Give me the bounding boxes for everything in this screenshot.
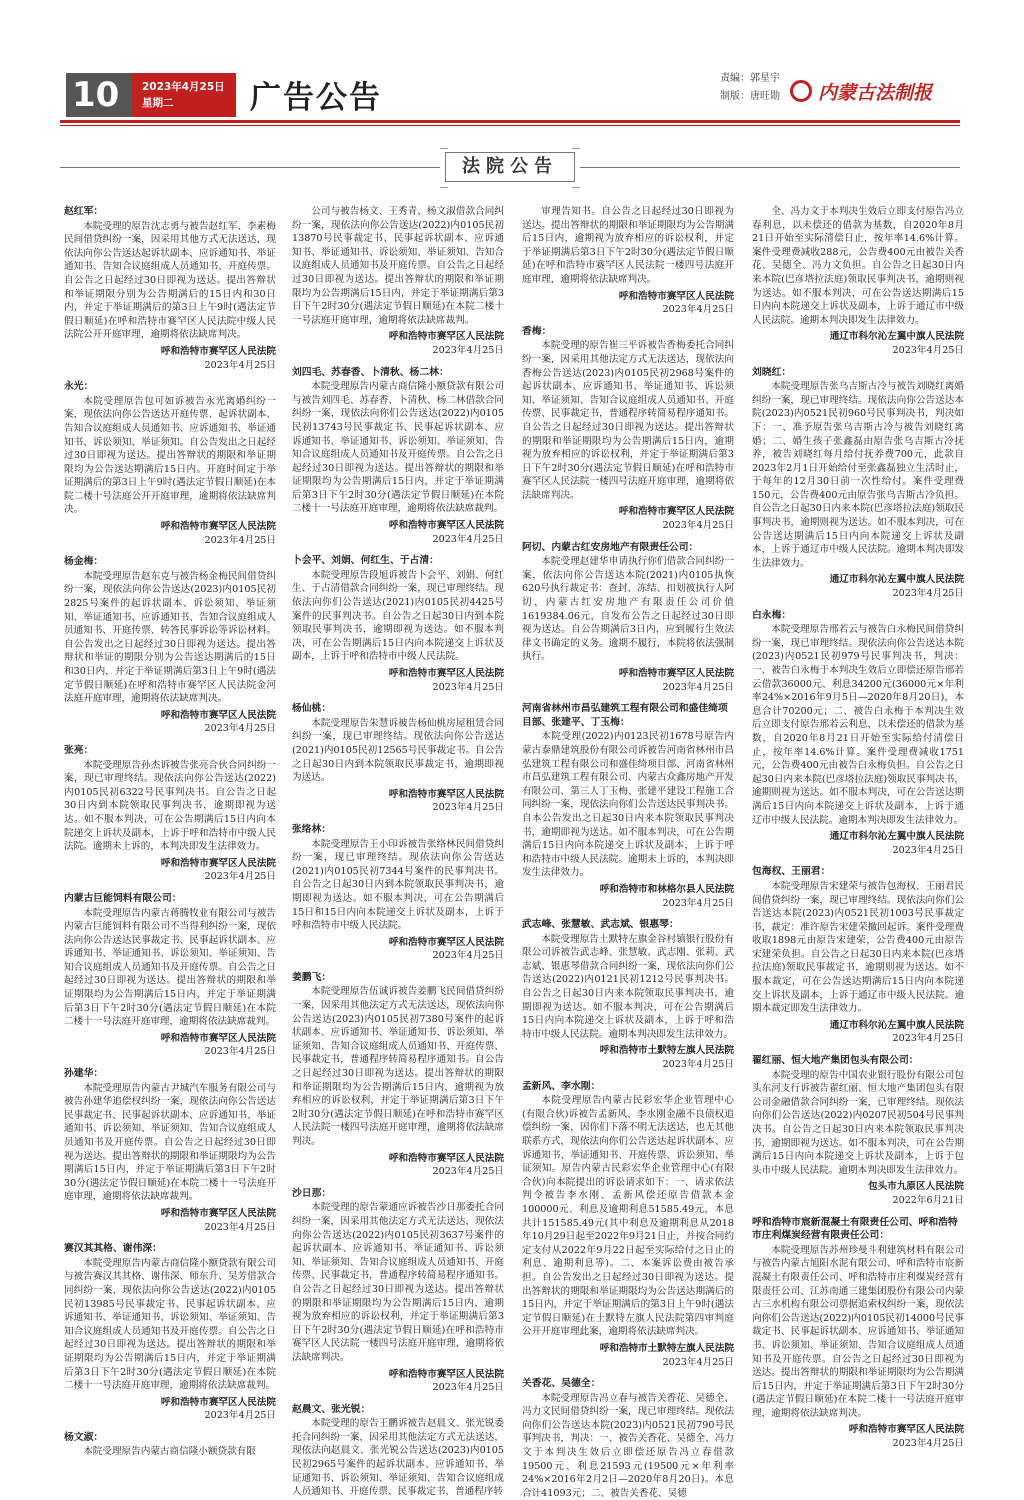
notice-court: 呼和浩特市土默特左旗人民法院 xyxy=(599,1342,734,1354)
notice-date: 2023年4月25日 xyxy=(662,1356,734,1368)
notice-body: 本院受理原告内蒙古民彩宏华企业管理中心(有限合伙)诉被告孟新风、李水刚金融不良债权追偿纠纷一案，因你们下落不明无法送达，也无其他联系方式，现依法向你们公告送达起诉状副本、应诉通知书、举证通知书、开庭传票、诉讼须知、举证须知。原告内蒙古民彩宏华企业管理中心(有限合伙)向本院提出的诉讼请求如下：一、请求依法判令被告李水刚、孟新风偿还原告借款本金100000元、利息及逾期利息51585.49元，本息共计151585.49元(其中利息及逾期利息从2018年10月29日起至2022年9月21日止，并按合同约定支付从2022年9月22日起至实际给付之日止的利息、逾期利息等)。二、本案诉讼费由被告承担。自公告发出之日起经过30日即视为送达。提出答辩状的期限和举证期限均为公告送达期满后的15日内，并定于举证期满后的第3日上午9时(遇法定节假日顺延)在土默特左旗人民法院第四审判庭公开开庭审理此案，逾期将依法缺席判决。 xyxy=(522,1095,734,1338)
notice-addressee: 赵红军： xyxy=(64,206,104,217)
court-notice xyxy=(64,1067,276,1234)
notice-court: 呼和浩特市赛罕区人民法院 xyxy=(388,788,504,800)
notice-body: 本院受理原告土默特左旗金谷村镇银行股份有限公司诉被告武志峰、张慧敏、武志刚、张莉、武志斌、银惠琴借款合同纠纷一案，现依法向你们公告送达(2022)内0121民初1212号民事判决书。自公告之日起30日内来本院领取民事判决书，逾期即视为送达。如不服本判决，可在公告期满后15日内向本院递交上诉状及副本，上诉于呼和浩特市中级人民法院。逾期本判决即发生法律效力。 xyxy=(522,933,734,1040)
court-notice xyxy=(292,971,504,1179)
section-banner xyxy=(60,150,960,186)
notice-date: 2023年4月25日 xyxy=(892,844,964,856)
column-4 xyxy=(752,205,964,1475)
header-rule xyxy=(60,120,960,123)
notice-court: 呼和浩特市土默特左旗人民法院 xyxy=(599,1045,734,1057)
notice-addressee: 孙建华： xyxy=(64,1068,104,1080)
notice-date: 2023年4月25日 xyxy=(432,681,504,693)
notice-body: 本院受理原告苏州珍曼斗利建筑材料有限公司与被告内蒙古旭阳水泥有限公司、呼和浩特市宸新混凝土有限责任公司、呼和浩特市庄利煤炭经营有限责任公司、江苏南通三建集团股份有限公司内蒙古三水机构有限公司票据追索权纠纷一案，现依法向你们公告送达(2022)内0105民初14000号民事裁定书、民事起诉状副本、应诉通知书、举证通知书、诉讼须知、举证须知、告知合议庭组成人员通知书及开庭传票。自公告之日起经过30日即视为送达。提出答辩状的期限和举证期限均为公告期满后15日内，并定于举证期满后第3日下午2时30分(遇法定节假日顺延)在本院二楼十一号法庭开庭审理，逾期将依法缺席判决。 xyxy=(752,1244,964,1419)
court-notice xyxy=(64,1431,276,1459)
issue-date-box xyxy=(132,73,236,117)
editor-credits xyxy=(720,70,780,106)
court-notice xyxy=(752,205,964,358)
notice-body: 本院受理的原告崔三平诉被告香梅委托合同纠纷一案，因采用其他法定方式无法送达，现依法向香梅公告送达(2023)内0105民初2968号案件的起诉状副本、应诉通知书、举证通知书、诉讼须知、举证须知、告知合议庭组成人员通知书、开庭传票、民事裁定书，普通程序转简易程序通知书。自公告之日起经过30日即视为送达。提出答辩状的期限和举证期限均为公告期满后15日内，逾期视为放弃相应的诉讼权利，并定于举证期满后第3日下午2时30分(遇法定节假日顺延)在呼和浩特市赛罕区人民法院一楼四号法庭开庭审理，逾期将依法缺席判决。 xyxy=(522,340,734,501)
notice-addressee: 杨仙桃： xyxy=(292,703,332,715)
notice-addressee: 白永梅： xyxy=(752,609,792,621)
header-rule-thin xyxy=(60,125,960,126)
notice-date: 2023年4月25日 xyxy=(662,520,734,532)
notice-date: 2023年4月25日 xyxy=(204,534,276,546)
notice-date: 2023年4月25日 xyxy=(662,304,734,316)
notice-court: 呼和浩特市赛罕区人民法院 xyxy=(618,506,734,518)
notice-body: 本院受理原告内蒙古蒋腾牧业有限公司与被告内蒙古巨能饲料有限公司不当得利纠纷一案，现依法向你公告送达民事裁定书、民事起诉状副本、应诉通知书、举证通知书、诉讼须知、举证须知、告知合议庭组成人员通知书及开庭传票。自公告之日起经过30日即视为送达。提出答辩状的期限和举证期限均为公告期满后15日内，并定于举证期满后第3日下午2时30分(遇法定节假日顺延)在本院二楼十一号法庭开庭审理，逾期将依法缺席裁判。 xyxy=(64,907,276,1028)
producer: 制版：唐旺勋 xyxy=(720,91,780,102)
notice-columns xyxy=(64,205,964,1499)
notice-addressee: 杨金梅： xyxy=(64,556,104,568)
court-notice xyxy=(522,1377,734,1500)
notice-body: 本院受理原告伍诚诉被告姜鹏飞民间借贷纠纷一案，因采用其他法定方式无法送达，现依法向你公告送达(2023)内0105民初7380号案件的起诉状副本、应诉通知书、举证通知书、诉讼须知、举证须知、告知合议庭组成人员通知书、开庭传票、民事裁定书，普通程序转简易程序通知书。自公告之日起经过30日即视为送达。提出答辩状的期限和举证期限均为公告期满后15日内，逾期视为放弃相应的诉讼权利，并定于举证期满后第3日下午2时30分(遇法定节假日顺延)在呼和浩特市赛罕区人民法院一楼四号法庭开庭审理，逾期将依法缺席判决。 xyxy=(292,986,504,1147)
notice-body: 审理告知书。自公告之日起经过30日即视为送达。提出答辩状的期限和举证期限均为公告期满后15日内，逾期视为放弃相应的诉讼权利，并定于举证期满后第3日下午2时30分(遇法定节假日顺延)在呼和浩特市赛罕区人民法院一楼四号法庭开庭审理，逾期将依法缺席判决。 xyxy=(522,206,734,285)
notice-body: 本院受理原告张乌吉斯古冷与被告刘晓红离婚纠纷一案，现已审理终结。现依法向你公告送达本院(2023)内0521民初960号民事判决书，判决如下：一、准予原告张乌吉斯古冷与被告刘晓红离婚；二、婚生孩子张鑫磊由原告张乌吉斯古冷抚养，被告刘晓红每月给付抚养费700元，此款自2023年2月1日开始给付至张鑫磊独立生活时止，于每年的12月30日前一次性给付。案件受理费150元，公告费400元由原告张乌吉斯古冷负担。自公告之日起30日内来本院(巴彦塔拉法庭)领取民事判决书，逾期则视为送达。如不服本判决，可在公告送达期满后15日内向本院递交上诉状及副本，上诉于通辽市中级人民法院。逾期本判决即发生法律效力。 xyxy=(752,381,964,569)
court-notice xyxy=(64,892,276,1059)
notice-date: 2023年4月25日 xyxy=(892,588,964,600)
court-notice xyxy=(64,205,276,372)
paper-name: 内蒙古法制报 xyxy=(818,81,933,104)
court-notice xyxy=(64,380,276,547)
logo-emblem-icon xyxy=(790,80,812,102)
notice-body: 本院受理的原告中国农业银行股份有限公司包头东河支行诉被告翟红丽、恒大地产集团包头有限公司金融借款合同纠纷一案，已审理终结。现依法向你们公告送达(2022)内0207民初504号民事判决书。自公告之日起30日内来本院领取民事判决书，逾期即视为送达。如不服本判决，可在公告期满后15日内向本院递交上诉状及副本，上诉于包头市中级人民法院。逾期本判决即发生法律效力。 xyxy=(752,1069,964,1176)
notice-court: 呼和浩特市赛罕区人民法院 xyxy=(388,1368,504,1380)
notice-body: 本院受理原告包可如诉被告永光离婚纠纷一案，现依法向你公告送达开庭传票、起诉状副本、告知合议庭组成人员通知书、应诉通知书、举证通知书、诉讼须知、举证须知。自公告发出之日起经过30日即视为送达。提出答辩状的期限和举证期限均为公告送达期满后15日内。开庭时间定于举证期满后的第3日上午9时(遇法定节假日顺延)在本院二楼十号法庭公开开庭审理，逾期将依法缺席判决。 xyxy=(64,395,276,516)
notice-body: 本院受理的原告沈志勇与被告赵红军、李素梅民间借贷纠纷一案，因采用其他方式无法送达，现依法向你公告送达起诉状副本、应诉通知书、举证通知书、告知合议庭组成人员通知书、开庭传票。自公告之日起经过30日即视为送达。提出答辩状和举证期限分别为公告期满后的15日内和30日内，并定于举证期满后的第3日上午9时(遇法定节假日顺延)在呼和浩特市赛罕区人民法院中级人民法院公开开庭审理，逾期将依法缺席判决。 xyxy=(64,220,276,341)
notice-body: 本院受理原告段旭诉被告卜会平、刘娟、何红生、于占清借款合同纠纷一案，现已审理终结。现依法向你们公告送达(2021)内0105民初4425号案件的民事判决书。自公告之日起30日内到本院领取民事判决书，逾期即视为送达。如不服本判决，可在公告期满后15日内向本院递交上诉状及副本，上诉于呼和浩特市中级人民法院。 xyxy=(292,569,504,663)
court-notice xyxy=(522,325,734,533)
notice-court: 通辽市科尔沁左翼中旗人民法院 xyxy=(829,331,964,343)
notice-addressee: 武志峰、张慧敏、武志斌、银惠琴： xyxy=(522,919,679,931)
notice-body: 本院受理原告赵东克与被告杨金梅民间借贷纠纷一案，现依法向你公告送达(2023)内0105民初2825号案件的起诉状副本、诉讼须知、举证须知、举证通知书、应诉通知书、告知合议庭组成人员通知书、开庭传票、转答民事诉讼等诉讼材料。自公告发出之日起经过30日即视为送达。提出答辩状和举证的期限分别为公告送达期满后的15日和30日内，并定于举证期满后第3日上午9时(遇法定节假日顺延)在呼和浩特市赛罕区人民法院金河法庭开庭审理，逾期将依法缺席判决。 xyxy=(64,570,276,705)
court-notice xyxy=(292,205,504,358)
notice-court: 通辽市科尔沁左翼中旗人民法院 xyxy=(829,574,964,586)
court-notice xyxy=(752,1216,964,1451)
court-notice xyxy=(752,366,964,601)
notice-court: 呼和浩特市赛罕区人民法院 xyxy=(618,290,734,302)
notice-addressee: 关香花、吴德全： xyxy=(522,1378,601,1390)
notice-date: 2023年4月25日 xyxy=(432,1382,504,1394)
notice-date: 2023年4月25日 xyxy=(204,723,276,735)
notice-date: 2023年4月25日 xyxy=(892,1438,964,1450)
notice-addressee: 赵晨文、张光锐： xyxy=(292,1403,371,1415)
notice-court: 呼和浩特市赛罕区人民法院 xyxy=(848,1424,964,1436)
notice-court: 呼和浩特市赛罕区人民法院 xyxy=(160,521,276,533)
court-notice xyxy=(522,918,734,1072)
notice-date: 2023年4月25日 xyxy=(432,533,504,545)
notice-body: 本院受理原告孙杰诉被告张亮合伙合同纠纷一案，现已审理终结。现依法向你公告送达(2022)内0105民初6322号民事判决书。自公告之日起30日内到本院领取民事判决书，逾期即视为送达。如不服本判决，可在公告期满后15日内向本院递交上诉状及副本，上诉于呼和浩特市中级人民法院。逾期未上诉的，本判决即发生法律效力。 xyxy=(64,759,276,853)
court-notice xyxy=(292,823,504,963)
notice-addressee: 香梅： xyxy=(522,325,552,337)
notice-date: 2023年4月25日 xyxy=(662,681,734,693)
notice-addressee: 内蒙古巨能饲料有限公司： xyxy=(64,892,182,904)
notice-date: 2023年4月25日 xyxy=(662,897,734,909)
notice-body: 本院受理原告内蒙古商信隆小额贷款有限公司与被告刘四毛、苏春香、卜清秋、杨二林借款合同纠纷一案，现依法向你们公告送达(2022)内0105民初13743号民事裁定书、民事起诉状副本、应诉通知书、举证通知书、诉讼须知、举证须知、告知合议庭组成人员通知书及开庭传票。自公告之日起经过30日即视为送达。提出答辩状的期限和举证期限均为公告期满后15日内，并定于举证期满后第3日下午2时30分(遇法定节假日顺延)在本院二楼十一号法庭开庭审理，逾期将依法缺席裁判。 xyxy=(292,381,504,515)
notice-addressee: 呼和浩特市宸新混凝土有限责任公司、呼和浩特市庄利煤炭经营有限责任公司： xyxy=(752,1216,958,1242)
notice-body: 本院受理原告内蒙古商信隆小额贷款有限公司与被告赛汉其其格、谢伟深、师东升、吴芳借款合同纠纷一案，现依法向你公告送达(2022)内0105民初13985号民事裁定书、民事起诉状副本、应诉通知书、举证通知书、诉讼须知、举证须知、告知合议庭组成人员通知书及开庭传票。自公告之日起经过30日即视为送达。提出答辩状的期限和举证期限均为公告期满后15日内，并定于举证期满后第3日下午2时30分(遇法定节假日顺延)在本院二楼十一号法庭开庭审理，逾期将依法缺席裁判。 xyxy=(64,1257,276,1392)
notice-court: 呼和浩特市赛罕区人民法院 xyxy=(160,1032,276,1044)
notice-addressee: 孟新风、李水刚： xyxy=(522,1080,601,1092)
court-notice xyxy=(64,744,276,884)
issue-date: 2023年4月25日 xyxy=(142,81,225,93)
notice-addressee: 阿切、内蒙古红安房地产有限责任公司： xyxy=(522,541,699,553)
notice-addressee: 翟红丽、恒大地产集团包头有限公司： xyxy=(752,1055,919,1067)
notice-body: 本院受理原告邢若云与被告白永梅民间借贷纠纷一案，现已审理终结。现依法向你公告送达本院(2023)内0521民初979号民事判决书，判决：一、被告白永梅于本判决生效后立即偿还原告邢若云借款36000元、利息34200元(36000元×年利率24%×2016年9月5日—2020年8月20日)，本息合计70200元；二、被告白永梅于本判决生效后立即支付原告邢若云利息，以未偿还的借款为基数，自2020年8月21日开始至实际给付清偿日止，按年率14.6%计算。案件受理费减收1751元，公告费400元由被告白永梅负担。自公告之日起30日内来本院(巴彦塔拉法庭)领取民事判决书，逾期则视为送达。如不服本判决，可在公告送达期满后15日内向本院递交上诉状及副本，上诉于通辽市中级人民法院。逾期本判决即发生法律效力。 xyxy=(752,624,964,826)
court-notice xyxy=(522,1080,734,1369)
notice-court: 呼和浩特市赛罕区人民法院 xyxy=(160,857,276,869)
notice-body: 本院受理原告宋建荣与被告包海权、王丽君民间借贷纠纷一案，现已审理终结。现依法向你们公告送达本院(2023)内0521民初1003号民事裁定书，裁定：准许原告宋建荣撤回起诉。案件受理费收取1898元由原告宋建荣，公告费400元由原告宋建荣负担。自公告之日起30日内来本院(巴彦塔拉法庭)领取民事裁定书，逾期则视为送达。如不服本裁定，可在公告送达期满后15日内向本院递交上诉状及副本，上诉于通辽市中级人民法院。逾期本裁定即发生法律效力。 xyxy=(752,880,964,1015)
notice-court: 呼和浩特市赛罕区人民法院 xyxy=(388,668,504,679)
notice-body: 本院受理赵建华申请执行你们借款合同纠纷一案，依法向你公告送达本院(2021)内0105执恢620号执行裁定书：查封、冻结、扣划被执行人阿切、内蒙古红安房地产有限责任公司价值1619384.06元，自发布公告之日起经过30日即视为送达。自公告期满后3日内，应到履行生效法律文书确定的义务。逾期不履行，本院将依法强制执行。 xyxy=(522,556,734,663)
notice-court: 呼和浩特市赛罕区人民法院 xyxy=(160,345,276,357)
court-notice xyxy=(522,205,734,317)
court-notice xyxy=(64,1242,276,1423)
notice-court: 呼和浩特市和林格尔县人民法院 xyxy=(599,883,734,895)
notice-addressee: 赛汉其其格、谢伟深： xyxy=(64,1243,162,1255)
notice-court: 通辽市科尔沁左翼中旗人民法院 xyxy=(829,831,964,843)
notice-court: 呼和浩特市赛罕区人民法院 xyxy=(388,1152,504,1164)
banner-title: 法院公告 xyxy=(445,152,575,182)
notice-date: 2023年4月25日 xyxy=(204,1410,276,1422)
notice-court: 呼和浩特市赛罕区人民法院 xyxy=(388,520,504,532)
notice-body: 本院受理原告朱慧诉被告杨仙桃房屋租赁合同纠纷一案，现已审理终结。现依法向你公告送达(2021)内0105民初12565号民事裁定书。自公告之日起30日内到本院领取民事裁定书，逾期即视为送达。 xyxy=(292,717,504,784)
page-number: $10^版$ xyxy=(66,73,132,117)
court-notice xyxy=(292,702,504,815)
notice-body: 公司与被告杨文、王秀青、杨文淑借款合同纠纷一案，现依法向你公告送达(2022)内0105民初13870号民事裁定书、民事起诉状副本、应诉通知书、举证通知书、诉讼须知、举证须知、告知合议庭组成人员通知书及开庭传票。自公告之日起经过30日即视为送达。提出答辩状的期限和举证期限均为公告期满后15日内，并定于举证期满后第3日下午2时30分(遇法定节假日顺延)在本院二楼十一号法庭开庭审理，逾期将依法缺席裁判。 xyxy=(292,206,504,326)
notice-body: 全、冯力文于本判决生效后立即支付原告冯立春利息，以未偿还的借款为基数，自2020年8月21日开始至实际清偿日止，按年率14.6%计算。案件受理费减收288元，公告费400元由被告关香花、吴德全、冯力文负担。自公告之日起30日内来本院(巴彦塔拉法庭)领取民事判决书，逾期则视为送达。如不服本判决，可在公告送达期满后15日内向本院递交上诉状及副本，上诉于通辽市中级人民法院。逾期本判决即发生法律效力。 xyxy=(752,206,964,326)
notice-court: 呼和浩特市赛罕区人民法院 xyxy=(618,668,734,679)
court-notice xyxy=(752,865,964,1046)
notice-addressee: 姜鹏飞： xyxy=(292,971,332,983)
court-notice xyxy=(292,554,504,694)
notice-addressee: 张络林： xyxy=(292,823,332,835)
column-3 xyxy=(522,205,734,1499)
issue-weekday: 星期二 xyxy=(142,97,174,109)
notice-body: 本院受理原告冯立春与被告关香花、吴德全、冯力文民间借贷纠纷一案，现已审理终结。现依法向你们公告送达本院(2023)内0521民初790号民事判决书，判决：一、被告关香花、吴德全、冯力文于本判决生效后立即偿还原告冯立春借款19500元、利息21593元(19500元×年利率24%×2016年2月2日—2020年8月20日)。本息合计41093元；二、被告关香花、吴德 xyxy=(522,1392,734,1499)
notice-date: 2023年4月25日 xyxy=(432,950,504,962)
banner-rule-left xyxy=(60,167,440,168)
column-1 xyxy=(64,205,276,1475)
notice-addressee: 包海权、王丽君： xyxy=(752,866,831,878)
court-notice xyxy=(522,541,734,695)
page-suffix: 版 xyxy=(74,131,88,147)
court-notice xyxy=(292,1403,504,1499)
notice-date: 2023年4月25日 xyxy=(432,802,504,814)
notice-addressee: 沙日那： xyxy=(292,1187,332,1199)
court-notice xyxy=(292,1187,504,1395)
notice-date: 2023年4月25日 xyxy=(432,344,504,356)
notice-body: 本院受理原告内蒙古商信隆小额贷款有限 xyxy=(83,1446,256,1458)
paper-logo xyxy=(790,72,932,110)
notice-court: 呼和浩特市赛罕区人民法院 xyxy=(388,936,504,948)
notice-date: 2023年4月25日 xyxy=(204,1046,276,1058)
notice-date: 2023年4月25日 xyxy=(892,1033,964,1045)
notice-date: 2023年4月25日 xyxy=(662,1059,734,1071)
notice-addressee: 杨文淑： xyxy=(64,1431,104,1443)
notice-court: 呼和浩特市赛罕区人民法院 xyxy=(160,1207,276,1219)
notice-date: 2023年4月25日 xyxy=(892,344,964,356)
court-notice xyxy=(752,1054,964,1208)
notice-addressee: 河南省林州市昌弘建筑工程有限公司和盛佳绮项目部、张建平、丁玉梅： xyxy=(522,703,728,728)
notice-date: 2023年4月25日 xyxy=(204,359,276,371)
banner-rule-right xyxy=(580,167,960,168)
notice-body: 本院受理(2022)内0123民初1678号原告内蒙古泰鼎建筑股份有限公司诉被告河南省林州市昌弘建筑工程有限公司和盛佳绮项目部、河南省林州市昌弘建筑工程有限公司、内蒙古众鑫房地产开发有限公司、第三人丁玉梅、张建平建设工程施工合同纠纷一案，现依法向你们公告送达民事判决书。自本公告发出之日起30日内来本院领取民事判决书，逾期即视为送达。如不服本判决，可在公告期满后15日内向本院递交上诉状及副本，上诉于呼和浩特市中级人民法院。逾期未上诉的，本判决即发生法律效力。 xyxy=(522,731,734,879)
notice-addressee: 卜会平、刘娟、何红生、于占清： xyxy=(292,555,439,567)
notice-addressee: 永光： xyxy=(64,381,94,393)
notice-body: 本院受理的原告蒙通应诉被告沙日那委托合同纠纷一案，因采用其他法定方式无法送达，现依法向你公告送达(2022)内0105民初3637号案件的起诉状副本、应诉通知书、举证通知书、诉讼须知、举证须知、告知合议庭组成人员通知书、开庭传票、民事裁定书，普通程序转简易程序通知书。自公告之日起经过30日即视为送达。提出答辩状的期限和举证期限均为公告期满后15日内，逾期视为放弃相应的诉讼权利，并定于举证期满后第3日下午2时30分(遇法定节假日顺延)在呼和浩特市赛罕区人民法院一楼四号法庭开庭审理，逾期将依法缺席判决。 xyxy=(292,1202,504,1363)
notice-date: 2023年4月25日 xyxy=(432,1166,504,1178)
notice-body: 本院受理原告王小印诉被告张络林民间借贷纠纷一案，现已审理终结。现依法向你公告送达(2021)内0105民初7344号案件的民事判决书。自公告之日起30日内到本院领取民事判决书，逾期即视为送达。如不服本判决，可在公告期满后15日和15日内向本院递交上诉状及副本，上诉于呼和浩特市中级人民法院。 xyxy=(292,838,504,932)
court-notice xyxy=(522,702,734,910)
notice-body: 本院受理的原告王鹏诉被告赵晨文、张光锐委托合同纠纷一案，因采用其他法定方式无法送达，现依法向赵晨文、张光锐公告送达(2023)内0105民初2965号案件的起诉状副本、应诉通知书、举证通知书、诉讼须知、举证须知、告知合议庭组成人员通知书、开庭传票、民事裁定书，普通程序转 xyxy=(292,1418,504,1498)
notice-date: 2023年4月25日 xyxy=(204,871,276,883)
notice-addressee: 张亮： xyxy=(64,744,94,756)
notice-court: 呼和浩特市赛罕区人民法院 xyxy=(160,709,276,721)
column-2 xyxy=(292,205,504,1498)
notice-court: 呼和浩特市赛罕区人民法院 xyxy=(160,1396,276,1408)
notice-addressee: 刘晓红： xyxy=(752,366,792,378)
notice-court: 通辽市科尔沁左翼中旗人民法院 xyxy=(829,1019,964,1031)
court-notice xyxy=(752,609,964,858)
section-title: 广告公告 xyxy=(250,80,382,116)
notice-court: 呼和浩特市赛罕区人民法院 xyxy=(388,331,504,343)
masthead xyxy=(0,0,1024,147)
notice-body: 本院受理原告内蒙古尹城汽车服务有限公司与被告孙建华追偿权纠纷一案，现依法向你公告送达民事裁定书、民事起诉状副本、应诉通知书、举证通知书、诉讼须知、举证须知、告知合议庭组成人员通知书及开庭传票。自公告之日起经过30日即视为送达。提出答辩状的期限和举证期限均为公告期满后15日内，并定于举证期满后第3日下午2时30分(遇法定节假日顺延)在本院二楼十一号法庭开庭审理，逾期将依法缺席裁判。 xyxy=(64,1082,276,1203)
notice-court: 包头市九原区人民法院 xyxy=(868,1181,964,1193)
court-notice xyxy=(292,366,504,547)
notice-addressee: 刘四毛、苏春香、卜清秋、杨二林： xyxy=(292,366,449,378)
notice-date: 2022年6月21日 xyxy=(892,1194,964,1206)
notice-date: 2023年4月25日 xyxy=(204,1221,276,1233)
court-notice xyxy=(64,555,276,736)
editor: 责编：郭星宇 xyxy=(720,73,780,84)
